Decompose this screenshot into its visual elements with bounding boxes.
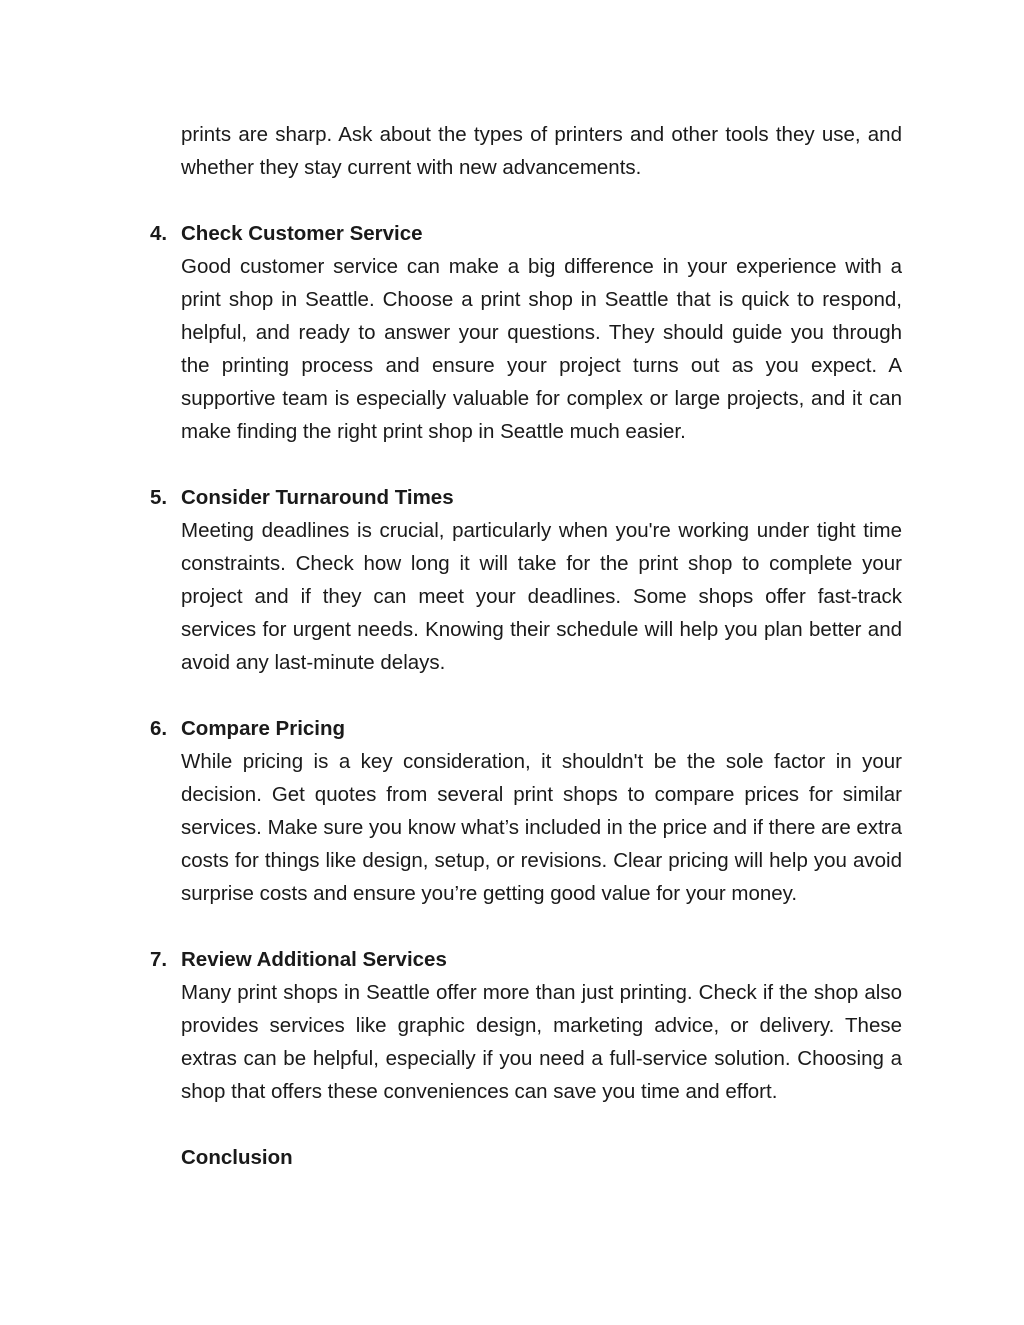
section-compare-pricing	[150, 712, 902, 910]
document-content	[150, 118, 902, 1174]
section-number: 5.	[150, 486, 168, 509]
section-heading: Review Additional Services	[181, 948, 447, 971]
conclusion-heading: Conclusion	[181, 1146, 293, 1169]
section-body: Many print shops in Seattle offer more than just printing. Check if the shop also provides services like graphic design, marketing advice, or delivery. These extras can be helpful, especially if you need a full-service solution. Choosing a shop that offers these conveniences can save you time and effort.	[181, 981, 902, 1103]
section-customer-service	[150, 217, 902, 448]
section-body: While pricing is a key consideration, it shouldn't be the sole factor in your decision. Get quotes from several print shops to compare prices for similar services. Make sure you know what’s included in the price and if there are extra costs for things like design, setup, or revisions. Clear pricing will help you avoid surprise costs and ensure you’re getting good value for your money.	[181, 750, 902, 905]
section-number: 6.	[150, 717, 168, 740]
section-heading: Compare Pricing	[181, 717, 346, 740]
section-number: 4.	[150, 222, 168, 245]
intro-paragraph: prints are sharp. Ask about the types of printers and other tools they use, and whether they stay current with new advancements.	[181, 123, 902, 179]
section-heading: Check Customer Service	[181, 222, 423, 245]
section-body: Good customer service can make a big difference in your experience with a print shop in Seattle. Choose a print shop in Seattle that is quick to respond, helpful, and ready to answer your questions. They should guide you through the printing process and ensure your project turns out as you expect. A supportive team is especially valuable for complex or large projects, and it can make finding the right print shop in Seattle much easier.	[181, 255, 902, 443]
section-heading: Consider Turnaround Times	[181, 486, 454, 509]
section-body: Meeting deadlines is crucial, particularly when you're working under tight time constraints. Check how long it will take for the print shop to complete your project and if they can meet your deadlines. Some shops offer fast-track services for urgent needs. Knowing their schedule will help you plan better and avoid any last-minute delays.	[181, 519, 902, 674]
section-additional-services	[150, 943, 902, 1108]
section-number: 7.	[150, 948, 168, 971]
section-turnaround-times	[150, 481, 902, 679]
